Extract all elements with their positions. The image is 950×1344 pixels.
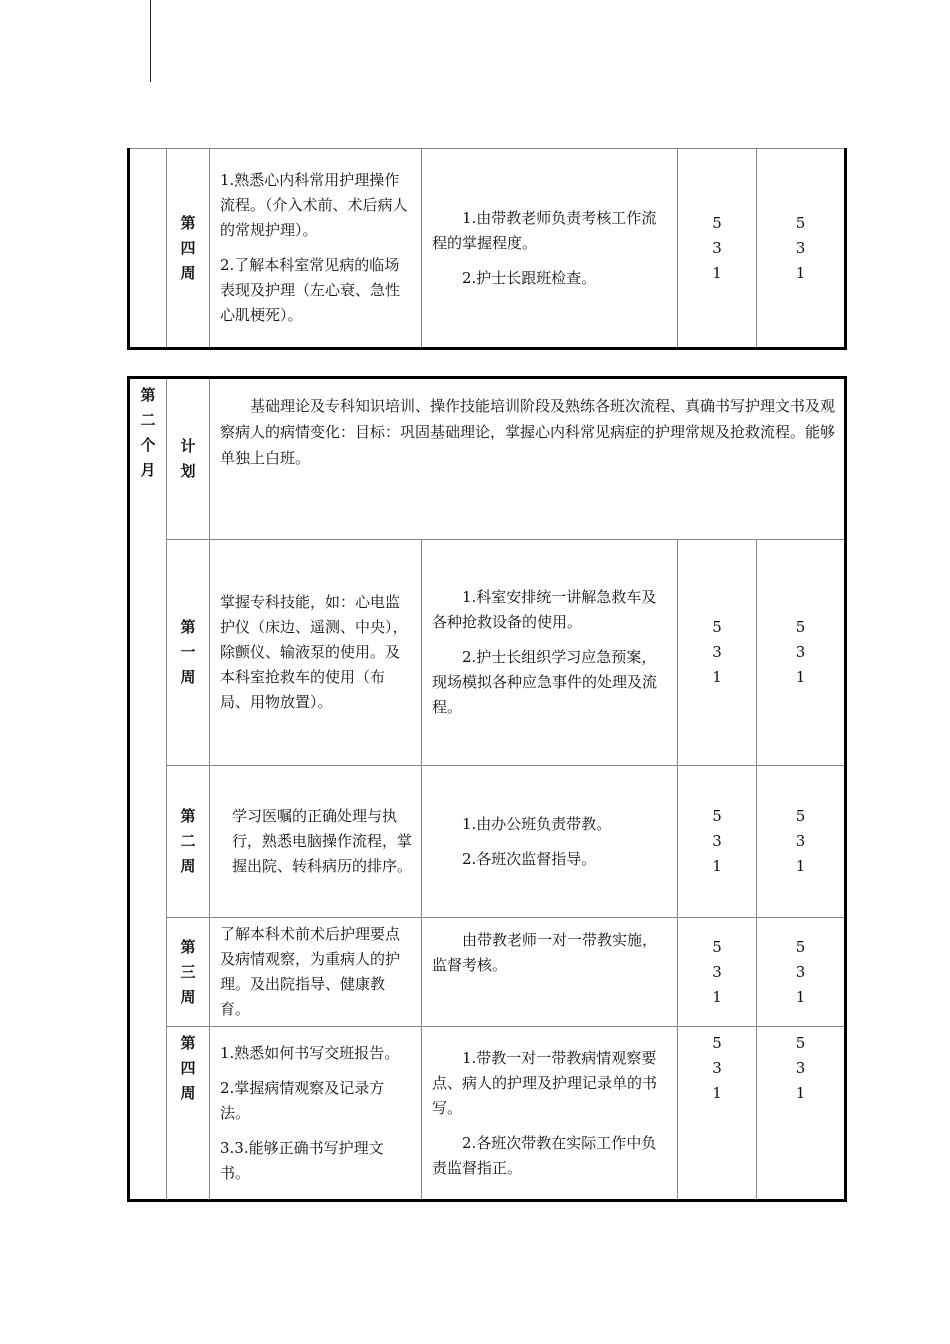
table-row: [129, 766, 846, 918]
training-content: 1.熟悉心内科常用护理操作流程。（介入术前、术后病人的常规护理）。 2.了解本科室常见病的临场表现及护理（左心衰、急性心肌梗死）。: [210, 149, 422, 349]
training-content: 了解本科术前术后护理要点及病情观察，为重病人的护理。及出院指导、健康教育。: [210, 918, 422, 1027]
table-row: [129, 540, 846, 766]
training-content: 1.熟悉如何书写交班报告。 2.掌握病情观察及记录方法。 3.3.能够正确书写护理文书。: [210, 1027, 422, 1201]
score-column-2: 5 3 1: [757, 540, 846, 766]
week-label: 第 四 周: [167, 1027, 210, 1201]
page-edge-line: [150, 0, 151, 82]
week-label: 第 四 周: [167, 149, 210, 349]
score-column-1: 5 3 1: [678, 149, 757, 349]
score-column-2: 5 3 1: [757, 149, 846, 349]
score-column-2: 5 3 1: [757, 1027, 846, 1201]
week-label: 第 一 周: [167, 540, 210, 766]
assessment-method: 1.科室安排统一讲解急救车及各种抢救设备的使用。 2.护士长组织学习应急预案，现场模拟各种应急事件的处理及流程。: [422, 540, 678, 766]
training-table-week4-month1: [127, 148, 847, 350]
table-row: [129, 1027, 846, 1201]
week-label: 第 二 周: [167, 766, 210, 918]
score-column-1: 5 3 1: [678, 540, 757, 766]
table-row: [129, 918, 846, 1027]
score-column-2: 5 3 1: [757, 766, 846, 918]
week-label: 第 三 周: [167, 918, 210, 1027]
month-label: 第 二 个 月: [129, 378, 167, 1201]
assessment-method: 1.由带教老师负责考核工作流程的掌握程度。 2.护士长跟班检查。: [422, 149, 678, 349]
assessment-method: 1.带教一对一带教病情观察要点、病人的护理及护理记录单的书写。 2.各班次带教在实际工作中负责监督指正。: [422, 1027, 678, 1201]
training-content: 学习医嘱的正确处理与执行，熟悉电脑操作流程，掌握出院、转科病历的排序。: [210, 766, 422, 918]
assessment-method: 1.由办公班负责带教。 2.各班次监督指导。: [422, 766, 678, 918]
plan-label: 计 划: [167, 378, 210, 540]
month-cell: [129, 149, 167, 349]
plan-row: [129, 378, 846, 540]
score-column-1: 5 3 1: [678, 1027, 757, 1201]
score-column-1: 5 3 1: [678, 918, 757, 1027]
score-column-1: 5 3 1: [678, 766, 757, 918]
training-content: 掌握专科技能，如：心电监护仪（床边、遥测、中央），除颤仪、输液泵的使用。及本科室抢救车的使用（布局、用物放置）。: [210, 540, 422, 766]
score-column-2: 5 3 1: [757, 918, 846, 1027]
training-table-month2: [127, 376, 847, 1202]
plan-description: 基础理论及专科知识培训、操作技能培训阶段及熟练各班次流程、真确书写护理文书及观察病人的病情变化：目标：巩固基础理论，掌握心内科常见病症的护理常规及抢救流程。能够单独上白班。: [210, 378, 846, 540]
assessment-method: 由带教老师一对一带教实施，监督考核。: [422, 918, 678, 1027]
table-row: [129, 149, 846, 349]
